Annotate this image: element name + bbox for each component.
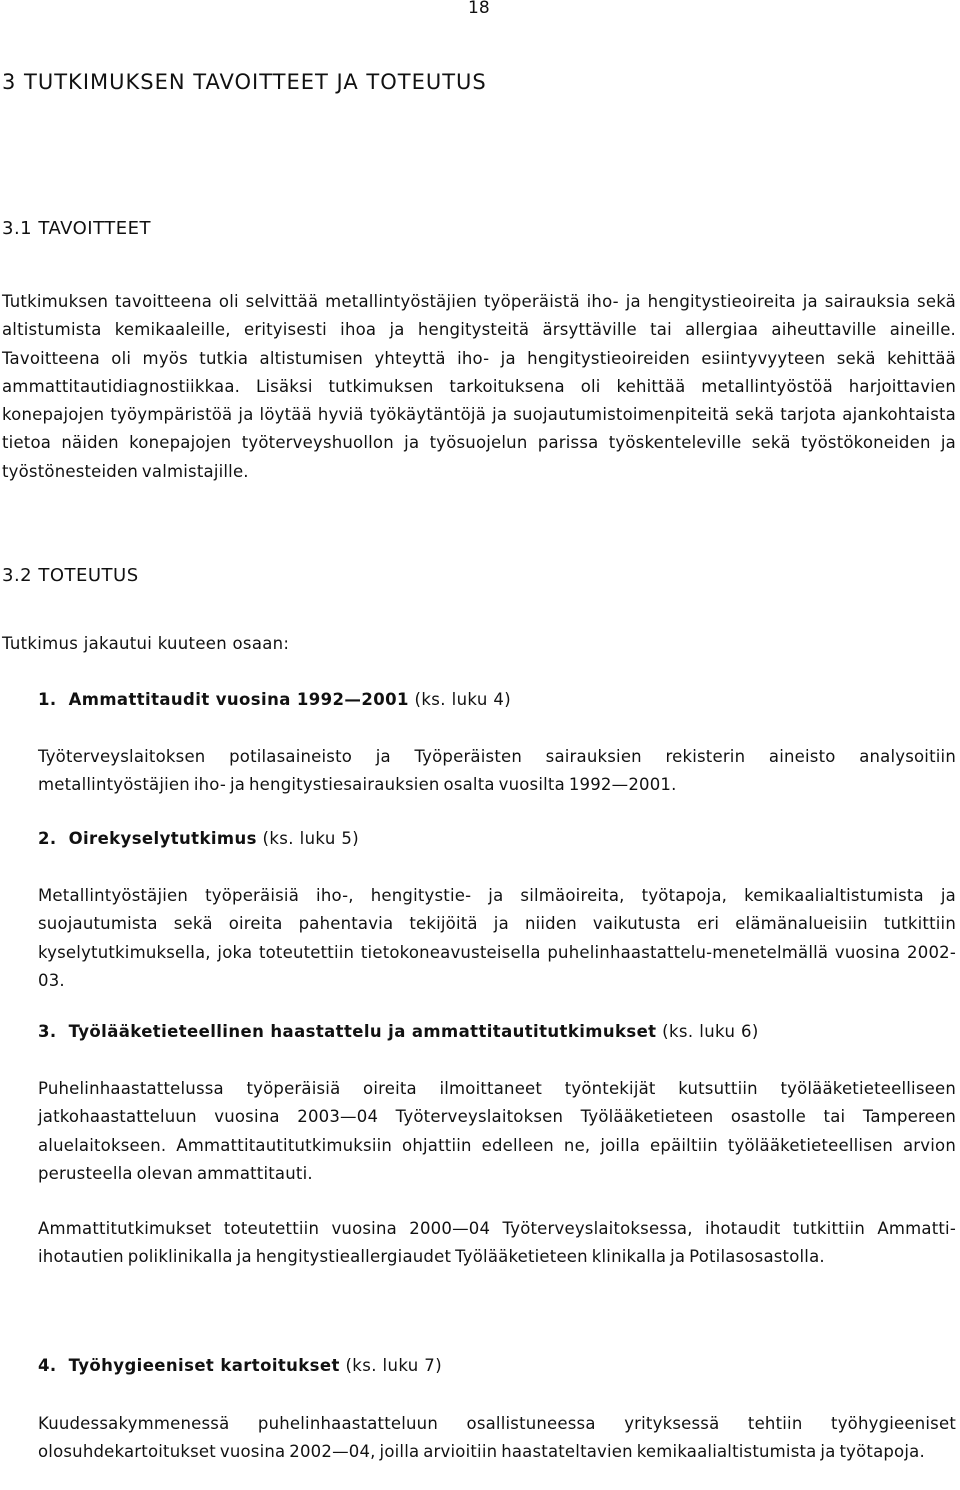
list-item-paragraph: Työterveyslaitoksen potilasaineisto ja Työperäisten sairauksien rekisterin aineisto analysoitiin metallintyöstäjien iho- ja hengitystiesairauksien osalta vuosilta 1992—2001. <box>38 747 956 795</box>
list-item-paragraph: Ammattitutkimukset toteutettiin vuosina 2000—04 Työterveyslaitoksessa, ihotaudit tutkittiin Ammatti-ihotautien poliklinikalla ja hengitystieallergiaudet Työlääketieteen klinikalla ja Potilasosastolla. <box>38 1219 956 1267</box>
list-item-title: Työhygieeniset kartoitukset <box>68 1356 340 1375</box>
list-item-title: Ammattitaudit vuosina 1992—2001 <box>68 690 409 709</box>
list-item-heading <box>38 1022 759 1041</box>
list-item-number: 1. <box>38 690 57 709</box>
chapter-title: 3 TUTKIMUKSEN TAVOITTEET JA TOTEUTUS <box>2 70 487 94</box>
list-item-title: Työlääketieteellinen haastattelu ja ammattitautitutkimukset <box>68 1022 657 1041</box>
list-item-number: 4. <box>38 1356 57 1375</box>
implementation-intro: Tutkimus jakautui kuuteen osaan: <box>2 634 290 653</box>
list-item-heading <box>38 1356 442 1375</box>
list-item-heading <box>38 690 511 709</box>
list-item-paragraph: Metallintyöstäjien työperäisiä iho-, hengitystie- ja silmäoireita, työtapoja, kemikaalialtistumista ja suojautumista sekä oireita pahentavia tekijöitä ja niiden vaikutusta eri elämänalueisiin tutkittiin kyselytutkimuksella, joka toteutettiin tietokoneavusteisella puhelinhaastattelu-menetelmällä vuosina 2002-03. <box>38 886 956 990</box>
list-item-ref: (ks. luku 7) <box>345 1356 443 1375</box>
list-item-paragraph: Kuudessakymmenessä puhelinhaastatteluun osallistuneessa yrityksessä tehtiin työhygieeniset olosuhdekartoitukset vuosina 2002—04, joilla arvioitiin haastateltavien kemikaalialtistumista ja työtapoja. <box>38 1414 956 1462</box>
page-number: 18 <box>468 0 490 18</box>
goals-paragraph: Tutkimuksen tavoitteena oli selvittää metallintyöstäjien työperäistä iho- ja hengitystieoireita ja sairauksia sekä altistumista kemikaaleille, erityisesti ihoa ja hengitysteitä ärsyttäville tai allergiaa aiheuttaville aineille. Tavoitteena oli myös tutkia altistumisen yhteyttä iho- ja hengitystieoireiden esiintyvyyteen sekä kehittää ammattitautidiagnostiikkaa. Lisäksi tutkimuksen tarkoituksena oli kehittää metallintyöstöä harjoittavien konepajojen työympäristöä ja löytää hyviä työkäytäntöjä ja suojautumistoimenpiteitä sekä tarjota ajankohtaista tietoa näiden konepajojen työterveyshuollon ja työsuojelun parissa työskenteleville sekä työstökoneiden ja työstönesteiden valmistajille. <box>2 292 956 481</box>
list-item-ref: (ks. luku 4) <box>414 690 512 709</box>
list-item-paragraph: Puhelinhaastattelussa työperäisiä oireita ilmoittaneet työntekijät kutsuttiin työlääketieteelliseen jatkohaastatteluun vuosina 2003—04 Työterveyslaitoksen Työlääketieteen osastolle tai Tampereen aluelaitokseen. Ammattitautitutkimuksiin ohjattiin edelleen ne, joilla epäiltiin työlääketieteellisen arvion perusteella olevan ammattitauti. <box>38 1079 956 1183</box>
list-item-number: 3. <box>38 1022 57 1041</box>
list-item-heading <box>38 829 359 848</box>
list-item-ref: (ks. luku 5) <box>262 829 360 848</box>
list-item-ref: (ks. luku 6) <box>662 1022 759 1041</box>
section-title-goals: 3.1 TAVOITTEET <box>2 218 151 239</box>
list-item-number: 2. <box>38 829 57 848</box>
list-item-title: Oirekyselytutkimus <box>68 829 257 848</box>
section-title-implementation: 3.2 TOTEUTUS <box>2 565 139 586</box>
